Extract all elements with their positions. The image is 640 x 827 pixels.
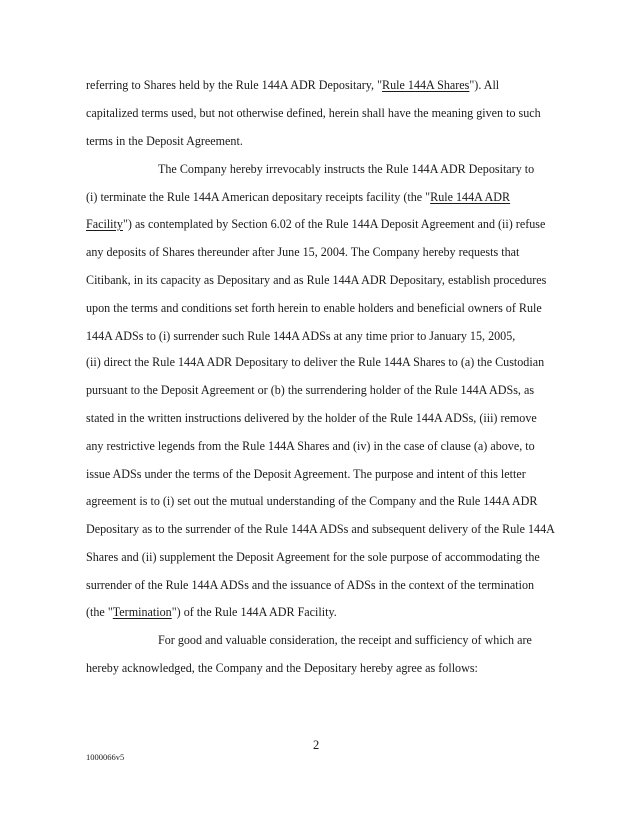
text-line: 144A ADSs to (i) surrender such Rule 144A ADSs at any time prior to January 15, 2005, bbox=[86, 329, 516, 343]
text-line: upon the terms and conditions set forth herein to enable holders and beneficial owners of Rule bbox=[86, 301, 542, 315]
text-line: hereby acknowledged, the Company and the Depositary hereby agree as follows: bbox=[86, 661, 478, 675]
text-line: any deposits of Shares thereunder after June 15, 2004. The Company hereby requests that bbox=[86, 245, 520, 259]
text-line: (the "Termination") of the Rule 144A ADR Facility. bbox=[86, 605, 337, 619]
text-line: capitalized terms used, but not otherwise defined, herein shall have the meaning given to such bbox=[86, 106, 541, 120]
text-line: referring to Shares held by the Rule 144A ADR Depositary, "Rule 144A Shares"). All bbox=[86, 78, 500, 92]
text-line: Facility") as contemplated by Section 6.02 of the Rule 144A Deposit Agreement and (ii) refuse bbox=[86, 217, 546, 231]
text-line: terms in the Deposit Agreement. bbox=[86, 134, 243, 148]
text-line: pursuant to the Deposit Agreement or (b) the surrendering holder of the Rule 144A ADSs, as bbox=[86, 383, 535, 397]
text-line: stated in the written instructions delivered by the holder of the Rule 144A ADSs, (iii) remove bbox=[86, 411, 537, 425]
text-line: any restrictive legends from the Rule 144A Shares and (iv) in the case of clause (a) above, to bbox=[86, 439, 535, 453]
text-line: Citibank, in its capacity as Depositary and as Rule 144A ADR Depositary, establish procedures bbox=[86, 273, 547, 287]
text-line: issue ADSs under the terms of the Deposit Agreement. The purpose and intent of this letter bbox=[86, 467, 526, 481]
paragraph-start: The Company hereby irrevocably instructs the Rule 144A ADR Depositary to bbox=[158, 162, 535, 176]
text-line: surrender of the Rule 144A ADSs and the issuance of ADSs in the context of the termination bbox=[86, 578, 535, 592]
paragraph-start: For good and valuable consideration, the receipt and sufficiency of which are bbox=[158, 633, 532, 647]
document-id: 1000066v5 bbox=[86, 752, 125, 762]
text-line: (ii) direct the Rule 144A ADR Depositary to deliver the Rule 144A Shares to (a) the Custodian bbox=[86, 355, 545, 369]
text-line: Depositary as to the surrender of the Rule 144A ADSs and subsequent delivery of the Rule 144A bbox=[86, 522, 555, 536]
text-line: Shares and (ii) supplement the Deposit Agreement for the sole purpose of accommodating the bbox=[86, 550, 540, 564]
text-line: (i) terminate the Rule 144A American depositary receipts facility (the "Rule 144A ADR bbox=[86, 190, 511, 204]
text-line: agreement is to (i) set out the mutual understanding of the Company and the Rule 144A ADR bbox=[86, 494, 538, 508]
page-number: 2 bbox=[313, 738, 320, 752]
